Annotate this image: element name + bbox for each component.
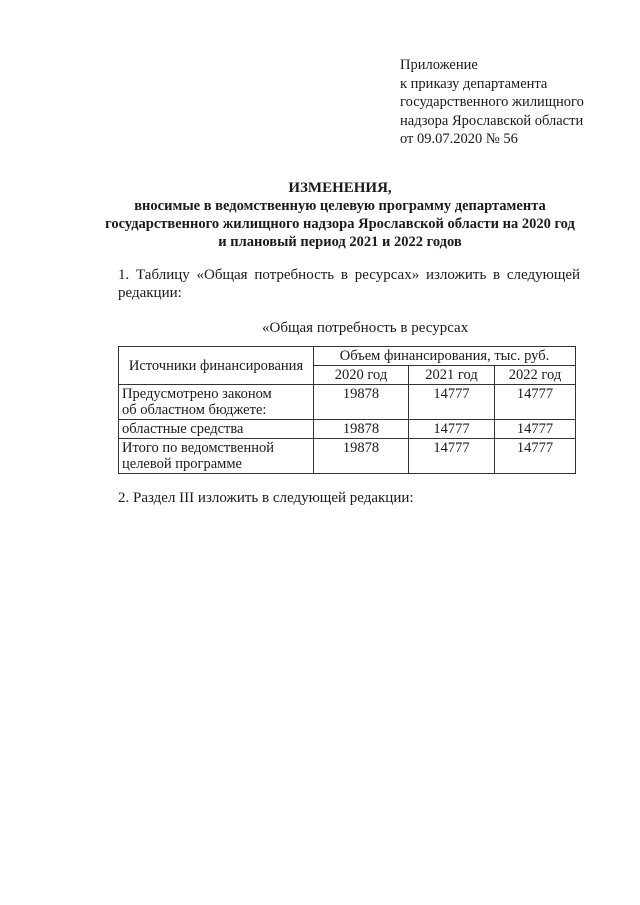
document-heading (60, 179, 620, 251)
value-cell: 14777 (495, 385, 576, 420)
value-cell: 19878 (314, 420, 409, 439)
table-caption: «Общая потребность в ресурсах (262, 320, 469, 336)
heading-line: и плановый период 2021 и 2022 годов (218, 234, 462, 250)
header-volume-cell: Объем финансирования, тыс. руб. (314, 347, 576, 366)
value-cell: 19878 (314, 439, 409, 474)
row-label-line: целевой программе (122, 456, 242, 472)
year-cell: 2022 год (495, 366, 576, 385)
year-cell: 2021 год (409, 366, 495, 385)
row-label (119, 439, 314, 474)
heading-line: вносимые в ведомственную целевую программу департамента (134, 198, 546, 214)
header-source-cell: Источники финансирования (119, 347, 314, 385)
paragraph-2: 2. Раздел III изложить в следующей редакции: (118, 490, 414, 506)
table-row (119, 385, 576, 420)
row-label-line: Предусмотрено законом (122, 386, 272, 402)
row-label (119, 420, 314, 439)
appendix-note (400, 56, 584, 149)
document-title: ИЗМЕНЕНИЯ, (288, 180, 392, 196)
table-row (119, 420, 576, 439)
appendix-line: к приказу департамента (400, 75, 548, 92)
row-label (119, 385, 314, 420)
table-row (119, 439, 576, 474)
heading-line: государственного жилищного надзора Ярославской области на 2020 год (105, 216, 575, 232)
appendix-line: надзора Ярославской области (400, 112, 584, 129)
appendix-line: государственного жилищного (400, 94, 584, 110)
paragraph-1-line-2: редакции: (118, 285, 182, 301)
value-cell: 14777 (495, 439, 576, 474)
value-cell: 14777 (409, 439, 495, 474)
value-cell: 14777 (409, 420, 495, 439)
value-cell: 14777 (495, 420, 576, 439)
row-label-line: Итого по ведомственной (122, 440, 274, 456)
row-label-line: областные средства (122, 421, 244, 437)
year-cell: 2020 год (314, 366, 409, 385)
paragraph-1-line-1: 1. Таблицу «Общая потребность в ресурсах» изложить в следующей (118, 267, 581, 283)
table-header-row (119, 347, 576, 366)
value-cell: 14777 (409, 385, 495, 420)
appendix-order-date: от 09.07.2020 № 56 (400, 131, 518, 147)
appendix-line: Приложение (400, 57, 478, 73)
financing-table (118, 346, 576, 474)
value-cell: 19878 (314, 385, 409, 420)
row-label-line: об областном бюджете: (122, 402, 267, 418)
